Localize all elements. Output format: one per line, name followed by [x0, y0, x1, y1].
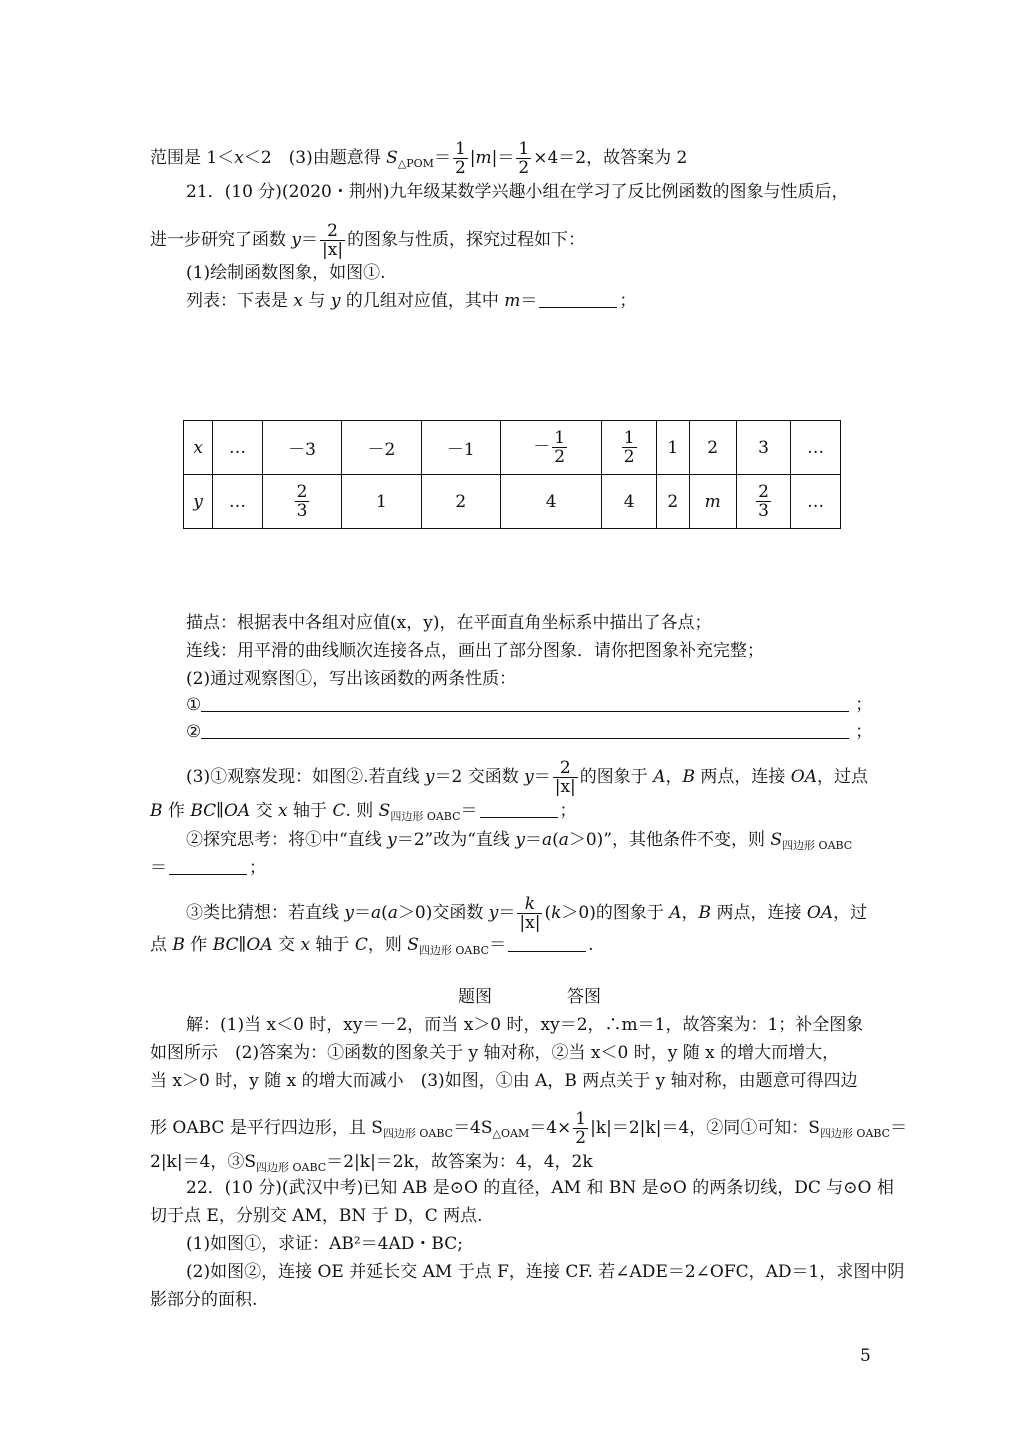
question-22-line-2: 切于点 E，分别交 AM，BN 于 D，C 两点.	[150, 1206, 483, 1226]
table-cell: 4	[602, 475, 657, 529]
table-cell: －2	[342, 421, 421, 475]
table-cell: －3	[262, 421, 341, 475]
question-22-part-2-cont: 影部分的面积.	[150, 1290, 258, 1310]
table-cell: $\frac{2}{3}$	[262, 475, 341, 529]
part-3-2: ②探究思考：将①中“直线 y＝2”改为“直线 y＝a(a＞0)”，其他条件不变，则 $S_{四边形 OABC}$	[186, 830, 853, 852]
property-1-blank[interactable]	[201, 695, 849, 712]
table-cell: y	[184, 475, 213, 529]
table-row	[184, 421, 841, 475]
property-2-line: ② ；	[186, 722, 873, 742]
value-table	[183, 420, 841, 529]
table-cell: …	[791, 421, 841, 475]
solution-line-5: 2|k|＝4，$③S_{四边形 OABC}=2|k|=2k$，故答案为：4，4，2k	[150, 1152, 593, 1174]
text: 范围是 1＜	[150, 148, 235, 168]
table-cell: － $\frac{1}{2}$	[500, 421, 601, 475]
solution-line-4: 形 OABC 是平行四边形，且 $S_{四边形 OABC}=4S_{\triangle OAM}=4\times$ $\frac{1}{2}$ |k|＝2|k|＝4，②同①可知：$S_{四边形 OABC}=$	[150, 1109, 908, 1148]
figure-caption-answer: 答图	[567, 987, 601, 1007]
solution-line-2: 如图所示 (2)答案为：①函数的图象关于 y 轴对称，②当 x＜0 时，y 随 x 的增大而增大，	[150, 1043, 840, 1063]
question-21-function: 进一步研究了函数 y＝ $\frac{2}{|x|}$ 的图象与性质，探究过程如下：	[150, 221, 586, 260]
fraction-k-over-abs-x: $\frac{k}{|x|}$	[519, 894, 541, 933]
page-number: 5	[860, 1346, 871, 1366]
fraction-half: $\frac{1}{2}$	[454, 139, 466, 178]
table-cell: 2	[689, 421, 736, 475]
part-3-3: ③类比猜想：若直线 y＝a(a＞0)交函数 y＝ $\frac{k}{|x|}$ (k＞0)的图象于 A，B 两点，连接 OA，过	[186, 894, 868, 933]
part-3-1: (3)①观察发现：如图②.若直线 y＝2 交函数 y＝ $\frac{2}{|x|}$ 的图象于 A，B 两点，连接 OA，过点	[186, 758, 868, 797]
table-cell: 3	[736, 421, 791, 475]
solution-line-1: 解：(1)当 x＜0 时，xy＝－2，而当 x＞0 时，xy＝2，∴m＝1，故答案为：1；补全图象	[186, 1015, 864, 1035]
part-2: (2)通过观察图①，写出该函数的两条性质：	[186, 669, 517, 689]
figure-caption-question: 题图	[458, 987, 492, 1007]
fraction-half: $\frac{1}{2}$	[518, 139, 530, 178]
question-22-part-2: (2)如图②，连接 OE 并延长交 AM 于点 F，连接 CF. 若∠ADE＝2∠OFC，AD＝1，求图中阴	[186, 1262, 905, 1282]
part-3-2-cont: ＝ ；	[150, 858, 266, 878]
table-cell: 1	[657, 421, 690, 475]
table-prompt: 列表：下表是 x 与 y 的几组对应值，其中 m＝ ；	[186, 291, 637, 311]
property-2-blank[interactable]	[201, 722, 849, 739]
question-22-heading: 22．(10 分)(武汉中考)已知 AB 是⊙O 的直径，AM 和 BN 是⊙O 的两条切线，DC 与⊙O 相	[186, 1178, 894, 1198]
table-cell: 4	[500, 475, 601, 529]
connect-step: 连线：用平滑的曲线顺次连接各点，画出了部分图象．请你把图象补充完整；	[186, 641, 764, 661]
fraction-2-over-abs-x: $\frac{2}{|x|}$	[322, 221, 344, 260]
table-cell: $\frac{1}{2}$	[602, 421, 657, 475]
var-m: m	[475, 148, 492, 168]
table-cell: $\frac{2}{3}$	[736, 475, 791, 529]
question-21-heading: 21．(10 分)(2020・荆州)九年级某数学兴趣小组在学习了反比例函数的图象与性质后，	[186, 182, 849, 202]
table-row	[184, 475, 841, 529]
var-x: x	[234, 148, 244, 168]
solution-line-3: 当 x＞0 时，y 随 x 的增大而减小 (3)如图，①由 A，B 两点关于 y 轴对称，由题意可得四边	[150, 1071, 858, 1091]
table-cell: 2	[421, 475, 500, 529]
var-s: S	[386, 148, 398, 168]
property-1-line: ① ；	[186, 695, 873, 715]
fraction-2-over-abs-x: $\frac{2}{|x|}$	[554, 758, 576, 797]
question-22-part-1: (1)如图①，求证：AB²＝4AD・BC;	[186, 1234, 463, 1254]
answer-blank[interactable]	[169, 858, 247, 875]
answer-20-tail: 范围是 1＜x＜2 (3)由题意得 $S_{\triangle POM}=$ $\frac{1}{2}$ |m|＝ $\frac{1}{2}$ ×4＝2，故答案为 2	[150, 139, 688, 178]
table-cell: …	[213, 475, 263, 529]
table-cell: 1	[342, 475, 421, 529]
table-cell: 2	[657, 475, 690, 529]
text: ＝	[433, 148, 451, 168]
part-3-1-cont: B 作 BC∥OA 交 x 轴于 C. 则 $S_{四边形 OABC}=$ ；	[150, 801, 577, 823]
table-cell: …	[213, 421, 263, 475]
fraction-half: $\frac{1}{2}$	[575, 1109, 587, 1148]
answer-blank[interactable]	[480, 801, 558, 818]
table-cell: x	[184, 421, 213, 475]
part-1: (1)绘制函数图象，如图①.	[186, 263, 386, 283]
table-cell: －1	[421, 421, 500, 475]
answer-blank[interactable]	[539, 291, 617, 308]
answer-blank[interactable]	[508, 935, 586, 952]
subscript: △POM	[397, 157, 434, 170]
table-cell: m	[689, 475, 736, 529]
table-cell: …	[791, 475, 841, 529]
text: ＜2 (3)由题意得	[243, 148, 387, 168]
part-3-3-cont: 点 B 作 BC∥OA 交 x 轴于 C，则 $S_{四边形 OABC}=$ .	[150, 935, 594, 957]
plot-step: 描点：根据表中各组对应值(x，y)，在平面直角坐标系中描出了各点；	[186, 613, 712, 633]
